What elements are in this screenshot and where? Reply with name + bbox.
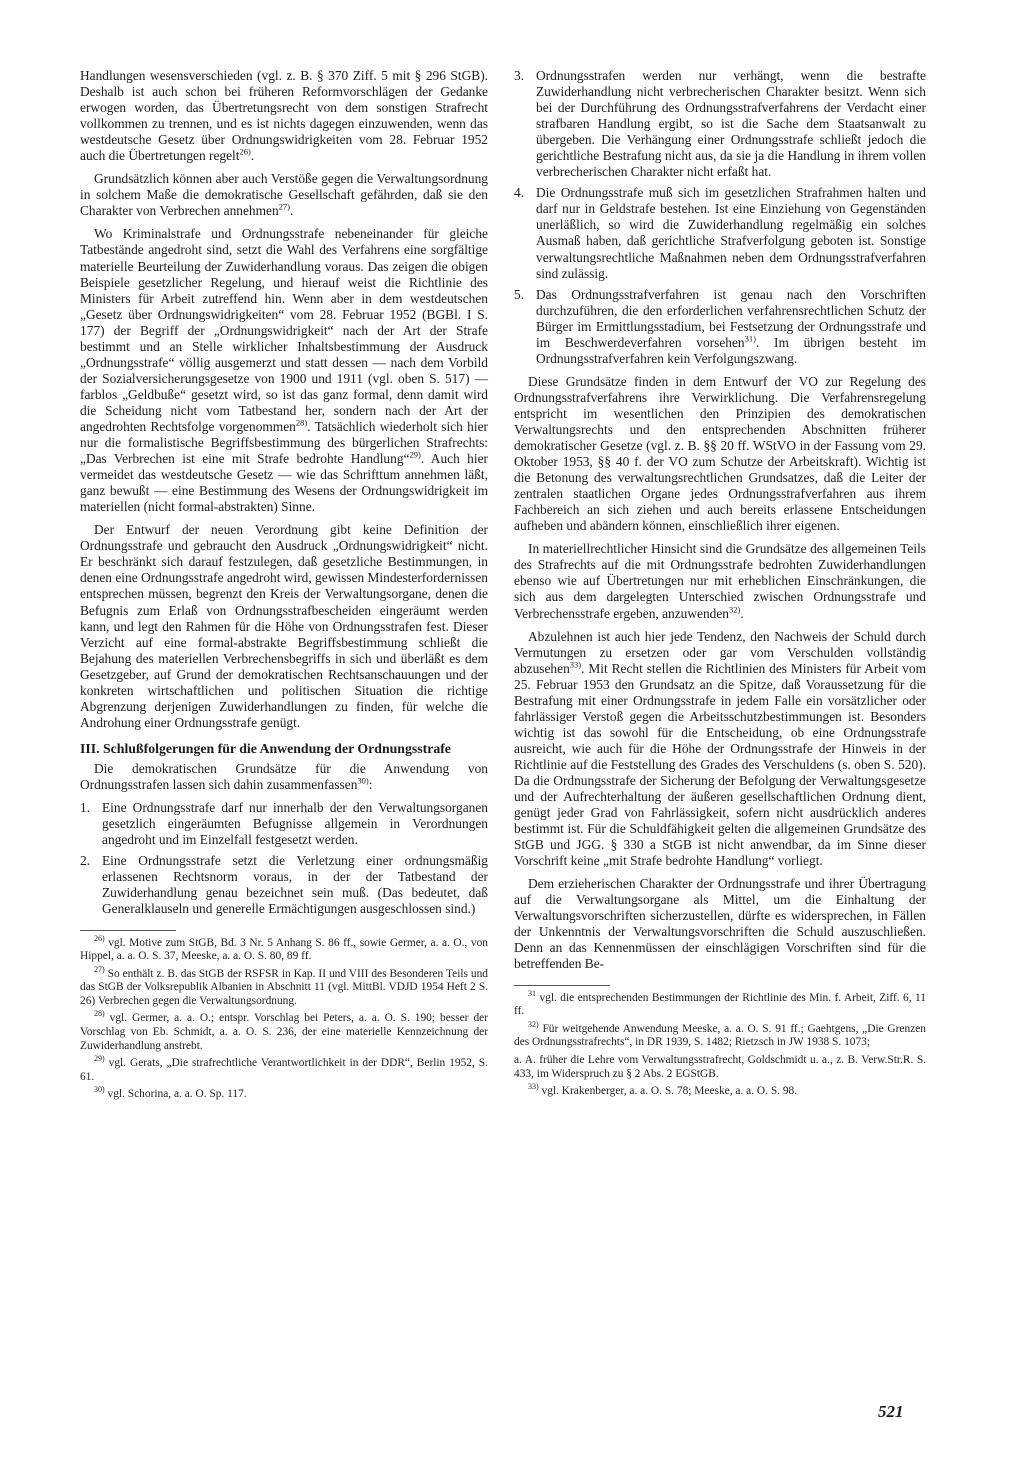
- footnote-divider: [80, 930, 176, 931]
- footnote: $^{28)}$ vgl. Germer, a. a. O.; entspr. Vorschlag bei Peters, a. a. O. S. 190; besser der Vorschlag von Eb. Schmidt, a. a. O. S. 236, der eine materielle Kennzeichnung der Zuwiderhandlung anstrebt.: [80, 1009, 488, 1052]
- paragraph: Der Entwurf der neuen Verordnung gibt keine Definition der Ordnungsstrafe und gebraucht den Ausdruck „Ordnungswidrigkeit“ nicht. Er beschränkt sich darauf festzulegen, daß gesetzliche Bestimmungen, in denen eine Ordnungsstrafe angedroht wird, gewissen Mindesterfordernissen entsprechen müssen, begrenzt den Kreis der Verwaltungsorgane, denen die Befugnis zum Erlaß von Ordnungsstrafbescheiden eingeräumt werden kann, und legt den Rahmen für die Höhe von Ordnungsstrafen fest. Dieser Verzicht auf eine formal-abstrakte Begriffsbestimmung schließt die Bejahung des materiellen Verbrechensbegriffs in sich und überläßt es dem Gesetzgeber, auf Grund der demokratischen Rechtsanschauungen und der konkreten wirtschaftlichen und politischen Situation die richtige Abgrenzung derjenigen Zuwiderhandlungen zu finden, für welche die Androhung einer Ordnungsstrafe genügt.: [80, 522, 488, 730]
- page-number: 521: [878, 1402, 904, 1421]
- list-item: 1. Eine Ordnungsstrafe darf nur innerhalb der den Verwaltungsorganen gesetzlich eingeräumten Befugnisse allgemein in Verordnungen angedroht und im Einzelfall festgesetzt werden.: [80, 800, 488, 848]
- footnote-ref: 26): [239, 146, 251, 157]
- list-item: 5. Das Ordnungsstrafverfahren ist genau nach den Vorschriften durchzuführen, die den erforderlichen verfahrensrechtlichen Schutz der Bürger im Ermittlungsstadium, bei Festsetzung der Ordnungsstrafe und im Beschwerdeverfahren vorsehen$^{31)}$. Im übrigen besteht im Ordnungsstrafverfahren kein Verfolgungszwang.: [514, 286, 926, 366]
- footnote: $^{31}$ vgl. die entsprechenden Bestimmungen der Richtlinie des Min. f. Arbeit, Ziff. 6, 11 ff.: [514, 988, 926, 1018]
- numbered-list: [80, 800, 488, 917]
- section-heading: III. Schlußfolgerungen für die Anwendung der Ordnungsstrafe: [80, 740, 451, 756]
- footnote: $^{32)}$ Für weitgehende Anwendung Meeske, a. a. O. S. 91 ff.; Gaehtgens, „Die Grenzen des Ordnungsstrafrechts“, in DR 1939, S. 1482; Rietzsch in JW 1938 S. 1073;: [514, 1019, 926, 1049]
- paragraph: In materiellrechtlicher Hinsicht sind die Grundsätze des allgemeinen Teils des Strafrechts auf die mit Ordnungsstrafe bedrohten Zuwiderhandlungen ebenso wie auf Übertretungen nur mit erheblichen Einschränkungen, die sich aus dem dargelegten Unterschied zwischen Ordnungsstrafe und Verbrechensstrafe ergeben, anzuwenden$^{32)}$.: [514, 541, 926, 621]
- footnote-ref: 32): [729, 604, 741, 615]
- left-column: [80, 68, 488, 1106]
- footnotes: [514, 988, 926, 1099]
- paragraph: Grundsätzlich können aber auch Verstöße gegen die Verwaltungsordnung in solchem Maße die demokratische Gesellschaft gefährden, daß sie den Charakter von Verbrechen annehmen$^{27)}$.: [80, 171, 488, 219]
- footnote-ref: 31): [744, 333, 756, 344]
- list-item: 4. Die Ordnungsstrafe muß sich im gesetzlichen Strafrahmen halten und darf nur in Geldstrafe bestehen. Ist eine Einziehung von Gegenständen unerläßlich, so wird die Zuwiderhandlung regelmäßig ein solches Ausmaß haben, daß gerichtliche Strafverfolgung geboten ist. Sonstige verwaltungsrechtliche Maßnahmen neben dem Ordnungsstrafverfahren sind zulässig.: [514, 185, 926, 281]
- numbered-list: [514, 68, 926, 367]
- footnote-ref: 30): [357, 775, 369, 786]
- paragraph: Abzulehnen ist auch hier jede Tendenz, den Nachweis der Schuld durch Vermutungen zu ersetzen oder gar vom Verschulden vollständig abzusehen$^{33)}$. Mit Recht stellen die Richtlinien des Ministers für Arbeit vom 25. Februar 1953 den Grundsatz an die Spitze, daß Voraussetzung für die Bestrafung mit einer Ordnungsstrafe in jedem Falle ein vorsätzlicher oder fahrlässiger Verstoß gegen die Arbeitsschutzbestimmungen ist. Besonders wichtig ist das sowohl für die Entscheidung, ob eine Ordnungsstrafe ausreicht, wie auch für die Höhe der Ordnungsstrafe der Hinweis in der Richtlinie auf die Feststellung des Grades des Verschuldens (s. oben S. 520). Da die Ordnungsstrafe der Sicherung der Befolgung der Verwaltungsgesetze und der Aufrechterhaltung der äußeren gesellschaftlichen Ordnung dient, genügt jeder Grad von Fahrlässigkeit, sofern nicht ausdrücklich anderes bestimmt ist. Für die Schuldfähigkeit gelten die allgemeinen Grundsätze des StGB und JGG. § 330 a StGB ist nicht anwendbar, da im Sinne dieser Vorschrift keine „mit Strafe bedrohte Handlung“ vorliegt.: [514, 628, 926, 869]
- footnote: $^{30)}$ vgl. Schorina, a. a. O. Sp. 117.: [94, 1085, 247, 1101]
- list-item: 2. Eine Ordnungsstrafe setzt die Verletzung einer ordnungsmäßig erlassenen Rechtsnorm voraus, in der der Tatbestand der Zuwiderhandlung genau bezeichnet sein muß. (Das bedeutet, daß Generalklauseln und generelle Ermächtigungen ausgeschlossen sind.): [80, 853, 488, 917]
- paragraph: Diese Grundsätze finden in dem Entwurf der VO zur Regelung des Ordnungsstrafverfahrens ihre Verwirklichung. Die Verfahrensregelung entspricht im wesentlichen den Prinzipien des demokratischen Verwaltungsrechts und den entsprechenden Abschnitten früherer demokratischer Gesetze (vgl. z. B. §§ 20 ff. WStVO in der Fassung vom 29. Oktober 1953, §§ 40 f. der VO zum Schutze der Arbeitskraft). Wichtig ist die Betonung des verwaltungsrechtlichen Grundsatzes, daß die Leiter der zentralen staatlichen Organe jedes Ordnungsstrafverfahren aus ihrem Fachbereich an sich ziehen und auch bereits erlassene Entscheidungen aufheben und abändern können, einschließlich ihrer eigenen.: [514, 373, 926, 534]
- footnote: a. A. früher die Lehre vom Verwaltungsstrafrecht, Goldschmidt u. a., z. B. Verw.Str.R. S. 433, im Widerspruch zu § 2 Abs. 2 EGStGB.: [514, 1053, 926, 1080]
- footnote-divider: [514, 985, 610, 986]
- right-column: [514, 68, 926, 1103]
- footnotes: [80, 933, 488, 1103]
- footnote-ref: 33): [569, 659, 582, 670]
- footnote: $^{27)}$ So enthält z. B. das StGB der RSFSR in Kap. II und VIII des Besonderen Teils und das StGB der Volksrepublik Albanien in Abschnitt 11 (vgl. MittBl. VDJD 1954 Heft 2 S. 26) Verbrechen gegen die Verwaltungsordnung.: [80, 964, 488, 1007]
- footnote: $^{33)}$ vgl. Krakenberger, a. a. O. S. 78; Meeske, a. a. O. S. 98.: [528, 1082, 798, 1098]
- footnote-ref: 28): [295, 417, 308, 428]
- paragraph: Die demokratischen Grundsätze für die Anwendung von Ordnungsstrafen lassen sich dahin zusammenfassen$^{30)}$:: [80, 761, 488, 793]
- list-item: 3. Ordnungsstrafen werden nur verhängt, wenn die bestrafte Zuwiderhandlung nicht verbrecherischen Charakter besitzt. Wenn sich bei der Durchführung des Ordnungsstrafverfahrens der Verdacht einer strafbaren Handlung ergibt, so ist die Sache dem Staatsanwalt zu übergeben. Die Verhängung einer Ordnungsstrafe schließt jedoch die gerichtliche Bestrafung nicht aus, da sie ja die Handlung in ihrem vollen verbrecherischen Charakter nicht erfaßt hat.: [514, 68, 926, 180]
- footnote: $^{26)}$ vgl. Motive zum StGB, Bd. 3 Nr. 5 Anhang S. 86 ff., sowie Germer, a. a. O., von Hippel, a. a. O. S. 37, Meeske, a. a. O. S. 80, 89 ff.: [80, 933, 488, 963]
- footnote-ref: 29): [409, 449, 421, 460]
- footnote-ref: 27): [278, 201, 291, 212]
- footnote: $^{29)}$ vgl. Gerats, „Die strafrechtliche Verantwortlichkeit in der DDR“, Berlin 1952, S. 61.: [80, 1054, 488, 1083]
- paragraph: Dem erzieherischen Charakter der Ordnungsstrafe und ihrer Übertragung auf die Verwaltungsorgane als Mittel, um die Einhaltung der Verwaltungsvorschriften sicherzustellen, dürfte es widersprechen, in Fällen der Unkenntnis der Verwaltungsvorschriften die Schuld auszuschließen. Denn an das Kennenmüssen der einschlägigen Vorschriften sind für die betreffenden Be-: [514, 876, 926, 972]
- paragraph: Wo Kriminalstrafe und Ordnungsstrafe nebeneinander für gleiche Tatbestände angedroht sind, setzt die Wahl des Verfahrens eine sorgfältige materielle Beurteilung der Zuwiderhandlung voraus. Das zeigen die obigen Beispiele gesetzlicher Regelung, und hierauf weist die Richtlinie des Ministers für Arbeit zutreffend hin. Wenn aber in dem westdeutschen „Gesetz über Ordnungswidrigkeiten“ vom 28. Februar 1952 (BGBl. I S. 177) der Begriff der „Ordnungswidrigkeit“ nach der Art der Strafe bestimmt und an Stelle wirklicher Inhaltsbestimmung der Ausdruck „Ordnungsstrafe“ völlig ausgemerzt und statt dessen — nach dem Vorbild der Sozialversicherungsgesetze von 1900 und 1911 (vgl. oben S. 517) — farblos „Geldbuße“ gesetzt wird, so ist das ganz formal, denn damit wird die Scheidung nicht vom Tatbestand her, sondern nach der Art der angedrohten Rechtsfolge vorgenommen$^{28)}$. Tatsächlich wiederholt sich hier nur die formalistische Begriffsbestimmung des bürgerlichen Strafrechts: „Das Verbrechen ist eine mit Strafe bedrohte Handlung“$^{29)}$. Auch hier vermeidet das westdeutsche Gesetz — wie das Schrifttum annehmen läßt, ganz bewußt — eine Bestimmung des Wesens der Ordnungswidrigkeit im materiellen (nicht formal-abstrakten) Sinne.: [80, 226, 488, 515]
- paragraph: Handlungen wesensverschieden (vgl. z. B. § 370 Ziff. 5 mit § 296 StGB). Deshalb ist auch schon bei früheren Reformvorschlägen der Gedanke erwogen worden, das Übertretungsrecht von dem sonstigen Strafrecht vollkommen zu trennen, und es ist nichts dagegen einzuwenden, wenn das westdeutsche Gesetz über Ordnungswidrigkeiten vom 28. Februar 1952 auch die Übertretungen regelt$^{26)}$.: [80, 68, 488, 164]
